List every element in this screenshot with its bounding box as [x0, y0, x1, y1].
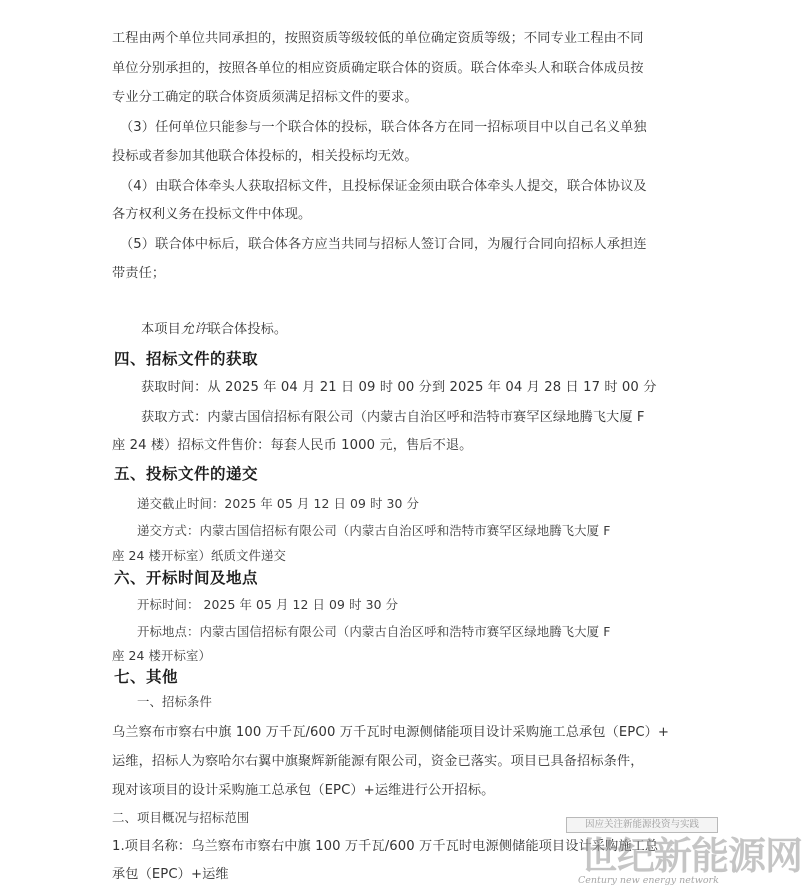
section-7-cond: 乌兰察布市察右中旗 100 万千瓦/600 万千瓦时电源侧储能项目设计采购施工总承包（EPC）+ [112, 725, 670, 740]
section-5-method-cont: 座 24 楼开标室）纸质文件递交 [112, 548, 286, 563]
watermark-logo: 世纪新能源网 [580, 833, 802, 878]
body-line: 工程由两个单位共同承担的，按照资质等级较低的单位确定资质等级；不同专业工程由不同 [112, 31, 644, 46]
body-line: 专业分工确定的联合体资质须满足招标文件的要求。 [112, 90, 418, 105]
body-line: （4）由联合体牵头人获取招标文件，且投标保证金须由联合体牵头人提交，联合体协议及 [120, 179, 647, 194]
body-line: 带责任； [112, 266, 166, 281]
section-7-cond-cont: 运维，招标人为察哈尔右翼中旗聚辉新能源有限公司，资金已落实。项目已具备招标条件， [112, 754, 644, 769]
section-5-heading: 五、投标文件的递交 [114, 465, 259, 483]
section-6-place-cont: 座 24 楼开标室） [112, 648, 211, 663]
watermark-subtitle: Century new energy network [578, 875, 719, 886]
section-6-place: 开标地点：内蒙古国信招标有限公司（内蒙古自治区呼和浩特市赛罕区绿地腾飞大厦 F [137, 624, 611, 639]
section-6-time: 开标时间： 2025 年 05 月 12 日 09 时 30 分 [137, 597, 399, 612]
section-5-deadline: 递交截止时间：2025 年 05 月 12 日 09 时 30 分 [137, 496, 420, 511]
section-7-cond-cont: 现对该项目的设计采购施工总承包（EPC）+运维进行公开招标。 [112, 783, 495, 798]
section-6-heading: 六、开标时间及地点 [114, 569, 259, 587]
consortium-note-suffix: 联合体投标。 [207, 322, 288, 337]
section-4-heading: 四、招标文件的获取 [114, 350, 259, 368]
section-4-method: 获取方式：内蒙古国信招标有限公司（内蒙古自治区呼和浩特市赛罕区绿地腾飞大厦 F [141, 410, 645, 425]
section-7-item1: 1.项目名称：乌兰察布市察右中旗 100 万千瓦/600 万千瓦时电源侧储能项目设计采购施工总 [112, 839, 659, 854]
consortium-note-emphasis: 允许 [180, 322, 208, 337]
watermark-tagline: 因应关注新能源投资与实践 [566, 817, 718, 833]
body-line: （5）联合体中标后，联合体各方应当共同与招标人签订合同，为履行合同向招标人承担连 [120, 237, 647, 252]
body-line: 单位分别承担的，按照各单位的相应资质确定联合体的资质。联合体牵头人和联合体成员按 [112, 61, 644, 76]
section-5-method: 递交方式：内蒙古国信招标有限公司（内蒙古自治区呼和浩特市赛罕区绿地腾飞大厦 F [137, 523, 611, 538]
body-line: （3）任何单位只能参与一个联合体的投标，联合体各方在同一招标项目中以自己名义单独 [120, 120, 647, 135]
section-7-item1-cont: 承包（EPC）+运维 [112, 867, 229, 882]
section-7-sub1: 一、招标条件 [137, 694, 212, 709]
section-4-time: 获取时间：从 2025 年 04 月 21 日 09 时 00 分到 2025 年 04 月 28 日 17 时 00 分 [141, 380, 657, 395]
section-4-method-cont: 座 24 楼）招标文件售价：每套人民币 1000 元，售后不退。 [112, 438, 473, 453]
section-7-sub2: 二、项目概况与招标范围 [112, 810, 250, 825]
section-7-heading: 七、其他 [114, 668, 179, 686]
body-line: 投标或者参加其他联合体投标的，相关投标均无效。 [112, 149, 418, 164]
consortium-note [141, 321, 287, 339]
body-line: 各方权利义务在投标文件中体现。 [112, 207, 312, 222]
consortium-note-prefix: 本项目 [141, 322, 181, 337]
